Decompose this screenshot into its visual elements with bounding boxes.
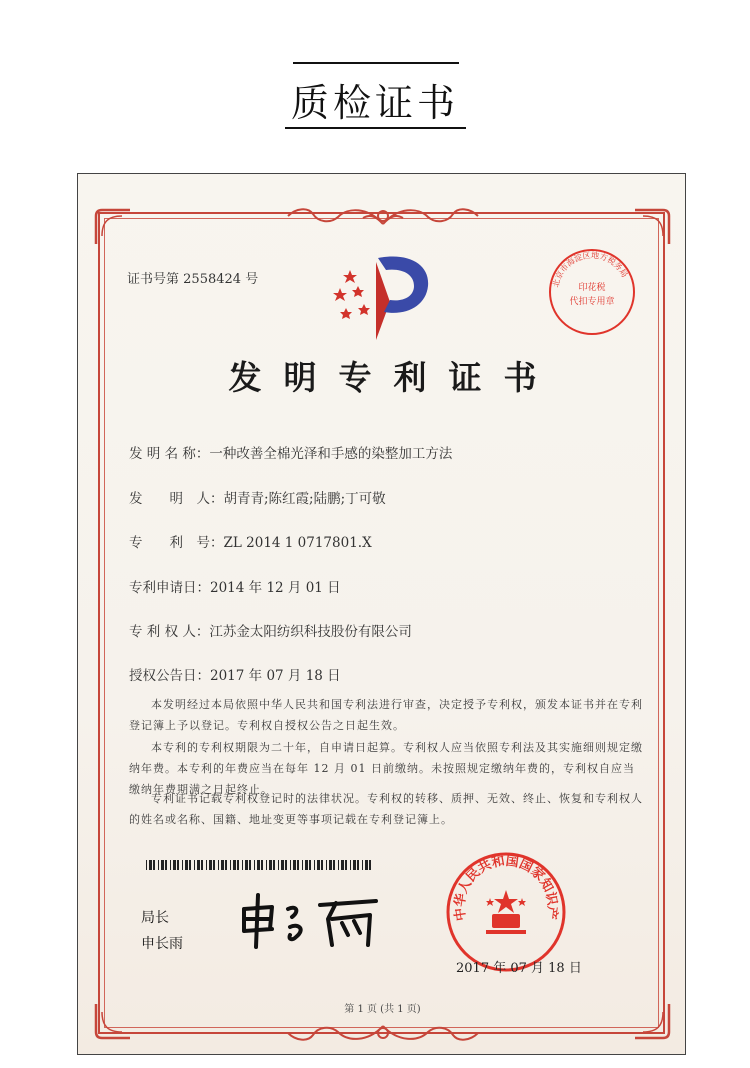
director-name: 申长雨 — [141, 936, 183, 952]
field-patentee — [129, 620, 412, 640]
barcode-bar — [245, 860, 248, 870]
barcode-bar — [341, 860, 344, 870]
barcode-bar — [338, 860, 339, 870]
certificate-number-label: 证书号第 — [127, 272, 180, 287]
barcode-bar — [326, 860, 327, 870]
signature-icon — [236, 889, 386, 951]
barcode-bar — [362, 860, 363, 870]
field-inventors — [129, 487, 386, 507]
tax-stamp-arc-text: 北京市海淀区地方税务局 — [551, 250, 630, 289]
tax-stamp-line-1: 印花税 — [578, 283, 606, 293]
field-value: 一种改善全棉光泽和手感的染整加工方法 — [209, 446, 453, 462]
barcode-bar — [146, 860, 147, 870]
barcode-bar — [269, 860, 272, 870]
field-patent-number — [129, 531, 372, 551]
barcode-bar — [153, 860, 155, 870]
field-value: ZL 2014 1 0717801.X — [223, 535, 372, 551]
barcode-bar — [233, 860, 236, 870]
barcode-bar — [257, 860, 260, 870]
legal-paragraph: 本发明经过本局依照中华人民共和国专利法进行审查，决定授予专利权，颁发本证书并在专利登记簿上予以登记。专利权自授权公告之日起生效。 — [129, 698, 643, 732]
barcode-bar — [221, 860, 224, 870]
field-value: 胡青青;陈红霞;陆鹏;丁可敬 — [223, 491, 386, 507]
barcode-bar — [357, 860, 359, 870]
barcode-bar — [209, 860, 212, 870]
top-ornament-icon — [278, 202, 488, 232]
legal-paragraph: 本专利的专利权期限为二十年，自申请日起算。专利权人应当依照专利法及其实施细则规定缴纳年费。本专利的年费应当在每年 12 月 01 日前缴纳。未按照规定缴纳年费的，专利权自应当缴纳年费期满之日起终止。 — [129, 741, 643, 796]
seal-date: 2017 年 07 月 18 日 — [456, 961, 582, 976]
barcode-bar — [309, 860, 311, 870]
field-label: 发 明 人： — [129, 491, 224, 507]
barcode-bar — [333, 860, 335, 870]
field-label: 专 利 权 人： — [129, 624, 210, 640]
barcode-bar — [230, 860, 231, 870]
barcode-bar — [173, 860, 176, 870]
barcode-bar — [365, 860, 368, 870]
patent-certificate — [77, 173, 686, 1055]
barcode-bar — [218, 860, 219, 870]
barcode-bar — [353, 860, 356, 870]
field-value: 2014 年 12 月 01 日 — [210, 580, 341, 596]
barcode-bar — [305, 860, 308, 870]
barcode-bar — [278, 860, 279, 870]
official-seal-icon — [437, 839, 568, 974]
barcode-icon — [146, 860, 376, 870]
barcode-bar — [158, 860, 159, 870]
official-seal-text: 中华人民共和国国家知识产权局 — [437, 839, 560, 922]
field-label: 发 明 名 称： — [129, 446, 210, 462]
field-value: 江苏金太阳纺织科技股份有限公司 — [209, 624, 412, 640]
barcode-bar — [350, 860, 351, 870]
tax-stamp-icon — [546, 246, 638, 338]
barcode-bar — [266, 860, 267, 870]
legal-paragraph: 专利证书记载专利权登记时的法律状况。专利权的转移、质押、无效、终止、恢复和专利权人的姓名或名称、国籍、地址变更等事项记载在专利登记簿上。 — [129, 792, 643, 826]
barcode-bar — [170, 860, 171, 870]
barcode-bar — [249, 860, 251, 870]
barcode-bar — [293, 860, 296, 870]
title-top-rule — [293, 62, 459, 64]
barcode-bar — [149, 860, 152, 870]
barcode-bar — [281, 860, 284, 870]
barcode-bar — [194, 860, 195, 870]
corner-ornament-icon — [92, 206, 132, 246]
barcode-bar — [165, 860, 167, 870]
barcode-bar — [185, 860, 188, 870]
barcode-bar — [345, 860, 347, 870]
barcode-bar — [213, 860, 215, 870]
field-label: 专 利 号： — [129, 535, 224, 551]
field-grant-date — [129, 664, 341, 684]
barcode-bar — [237, 860, 239, 870]
barcode-bar — [182, 860, 183, 870]
barcode-bar — [197, 860, 200, 870]
barcode-bar — [302, 860, 303, 870]
barcode-bar — [290, 860, 291, 870]
barcode-bar — [206, 860, 207, 870]
corner-ornament-icon — [633, 206, 673, 246]
barcode-bar — [161, 860, 164, 870]
certificate-number — [127, 268, 258, 287]
field-label: 专利申请日： — [129, 580, 210, 596]
barcode-bar — [225, 860, 227, 870]
page-footer: 第 1 页 (共 1 页) — [344, 1004, 421, 1015]
patent-office-logo-icon — [328, 242, 438, 342]
barcode-bar — [317, 860, 320, 870]
tax-stamp-line-2: 代扣专用章 — [569, 297, 615, 307]
field-label: 授权公告日： — [129, 668, 210, 684]
barcode-bar — [273, 860, 275, 870]
page-title: 质检证书 — [290, 81, 459, 125]
certificate-number-value: 2558424 — [183, 272, 242, 287]
barcode-bar — [189, 860, 191, 870]
title-bottom-rule — [285, 127, 466, 129]
barcode-bar — [201, 860, 203, 870]
bottom-ornament-icon — [278, 1020, 488, 1046]
director-title: 局长 — [141, 910, 169, 926]
barcode-bar — [297, 860, 299, 870]
barcode-bar — [329, 860, 332, 870]
barcode-bar — [254, 860, 255, 870]
barcode-bar — [369, 860, 371, 870]
field-invention-name — [129, 442, 452, 462]
certificate-heading: 发明专利证书 — [228, 358, 559, 397]
certificate-number-suffix: 号 — [245, 272, 259, 287]
barcode-bar — [261, 860, 263, 870]
barcode-bar — [321, 860, 323, 870]
field-application-date — [129, 576, 341, 596]
barcode-bar — [285, 860, 287, 870]
barcode-bar — [314, 860, 315, 870]
barcode-bar — [242, 860, 243, 870]
barcode-bar — [177, 860, 179, 870]
field-value: 2017 年 07 月 18 日 — [210, 668, 341, 684]
